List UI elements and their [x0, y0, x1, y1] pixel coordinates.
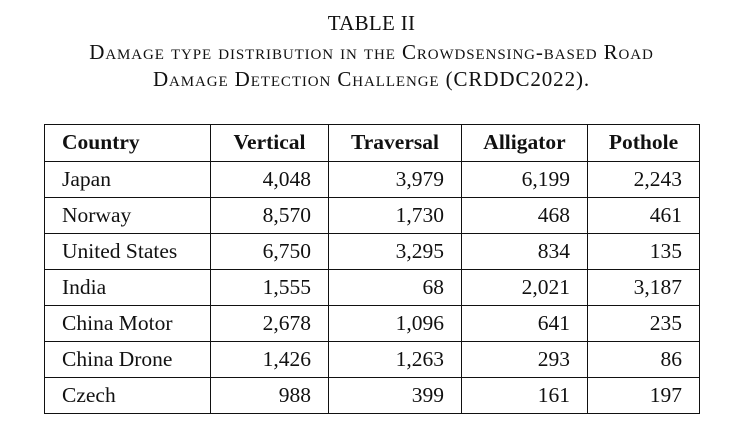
pothole-cell: 86	[588, 342, 700, 378]
table-row	[45, 306, 700, 342]
header-vertical: Vertical	[211, 125, 329, 162]
country-cell: Norway	[45, 198, 211, 234]
pothole-cell: 135	[588, 234, 700, 270]
header-traversal: Traversal	[329, 125, 462, 162]
vertical-cell: 1,555	[211, 270, 329, 306]
country-cell: Japan	[45, 162, 211, 198]
alligator-cell: 834	[462, 234, 588, 270]
pothole-cell: 3,187	[588, 270, 700, 306]
vertical-cell: 8,570	[211, 198, 329, 234]
table-row	[45, 162, 700, 198]
vertical-cell: 2,678	[211, 306, 329, 342]
damage-distribution-table	[44, 124, 700, 414]
traversal-cell: 3,979	[329, 162, 462, 198]
alligator-cell: 161	[462, 378, 588, 414]
table-row	[45, 342, 700, 378]
traversal-cell: 68	[329, 270, 462, 306]
pothole-cell: 235	[588, 306, 700, 342]
vertical-cell: 1,426	[211, 342, 329, 378]
country-cell: India	[45, 270, 211, 306]
pothole-cell: 461	[588, 198, 700, 234]
table-label: TABLE II	[327, 11, 416, 35]
pothole-cell: 2,243	[588, 162, 700, 198]
vertical-cell: 6,750	[211, 234, 329, 270]
table-row	[45, 270, 700, 306]
traversal-cell: 399	[329, 378, 462, 414]
table-caption-line-1: Damage type distribution in the Crowdsensing-based Road	[89, 40, 654, 64]
header-pothole: Pothole	[588, 125, 700, 162]
header-country: Country	[45, 125, 211, 162]
pothole-cell: 197	[588, 378, 700, 414]
table-row	[45, 378, 700, 414]
country-cell: Czech	[45, 378, 211, 414]
vertical-cell: 4,048	[211, 162, 329, 198]
table-row	[45, 234, 700, 270]
alligator-cell: 2,021	[462, 270, 588, 306]
alligator-cell: 293	[462, 342, 588, 378]
country-cell: China Motor	[45, 306, 211, 342]
country-cell: China Drone	[45, 342, 211, 378]
traversal-cell: 1,730	[329, 198, 462, 234]
alligator-cell: 6,199	[462, 162, 588, 198]
alligator-cell: 468	[462, 198, 588, 234]
traversal-cell: 1,096	[329, 306, 462, 342]
traversal-cell: 1,263	[329, 342, 462, 378]
table-caption-line-2: Damage Detection Challenge (CRDDC2022).	[152, 67, 591, 91]
traversal-cell: 3,295	[329, 234, 462, 270]
header-row	[45, 125, 700, 162]
header-alligator: Alligator	[462, 125, 588, 162]
table-row	[45, 198, 700, 234]
country-cell: United States	[45, 234, 211, 270]
vertical-cell: 988	[211, 378, 329, 414]
alligator-cell: 641	[462, 306, 588, 342]
